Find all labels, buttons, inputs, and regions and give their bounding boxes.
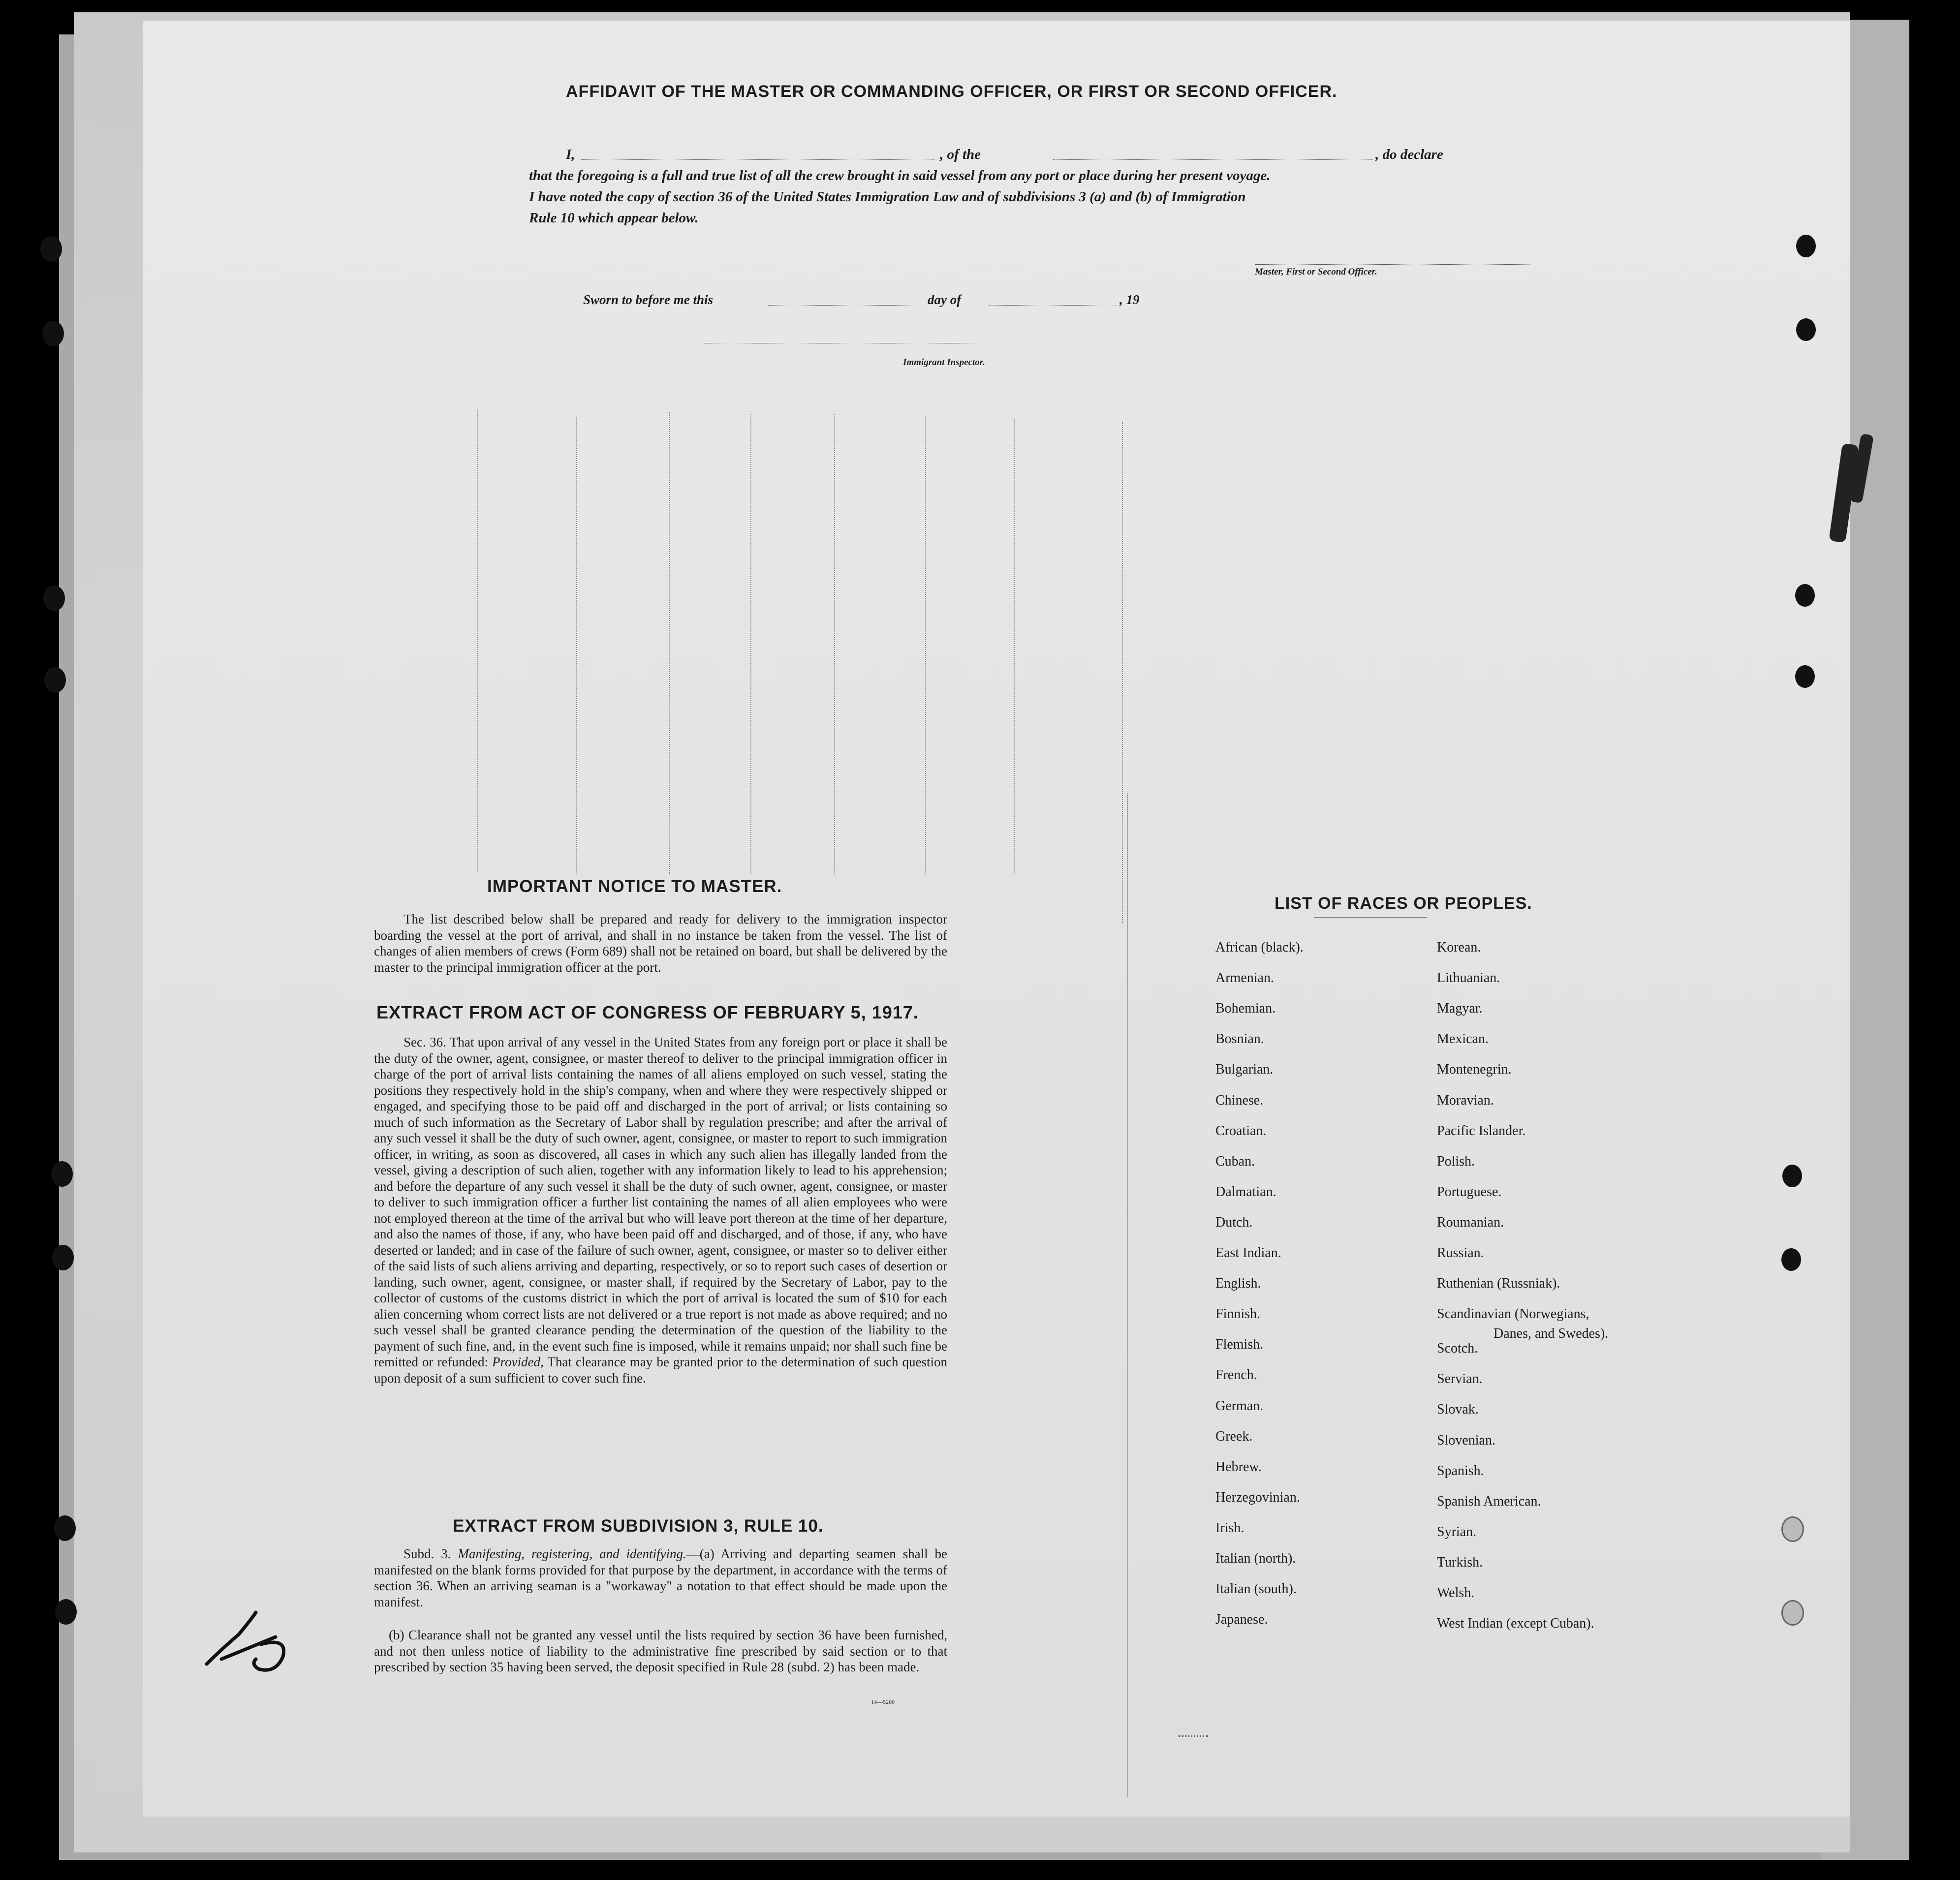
sworn-day-blank xyxy=(768,305,910,306)
column-rule xyxy=(576,417,577,874)
race-item: Greek. xyxy=(1215,1428,1253,1444)
race-item: Danes, and Swedes). xyxy=(1493,1326,1609,1342)
race-item: African (black). xyxy=(1215,940,1304,955)
inspector-label: Immigrant Inspector. xyxy=(903,357,985,368)
races-title: LIST OF RACES OR PEOPLES. xyxy=(1275,894,1532,913)
rule-b-text: Clearance shall not be granted any vessel until the lists required by section 36 have been furnished, and not then unless notice of liability to the administrative fine prescribed by said section or to that prescribed by section 35 having been served, the deposit specified in Rule 28 (subd. 2) has been made. xyxy=(374,1628,947,1674)
race-item: Dutch. xyxy=(1215,1214,1253,1230)
race-item: East Indian. xyxy=(1215,1245,1281,1261)
race-item: Slovak. xyxy=(1437,1402,1479,1418)
punch-hole xyxy=(1782,1165,1802,1187)
rule-subd-a-text: —(a) Arriving and departing seamen shall be manifested on the blank forms provided for that purpose by the department, in accordance with the terms of section 36. When an arriving seaman is a "workaway" a notation to that effect should be made upon the manifest. xyxy=(374,1546,947,1609)
act-body-end: That clearance may be granted prior to the determination of such question upon deposit of a sum sufficient to cover such fine. xyxy=(374,1355,947,1386)
column-rule xyxy=(1014,419,1015,874)
race-item: Croatian. xyxy=(1215,1123,1267,1139)
race-item: Herzegovinian. xyxy=(1215,1489,1300,1505)
race-item: Pacific Islander. xyxy=(1437,1123,1526,1139)
race-item: German. xyxy=(1215,1398,1264,1414)
declaration-of-the: , of the xyxy=(940,147,981,162)
race-item: Spanish American. xyxy=(1437,1493,1541,1509)
handwritten-number xyxy=(202,1590,300,1679)
races-title-underline xyxy=(1314,917,1427,918)
race-item: Mexican. xyxy=(1437,1031,1489,1047)
column-rule xyxy=(834,414,835,874)
act-title: EXTRACT FROM ACT OF CONGRESS OF FEBRUARY 5, 1917. xyxy=(376,1002,919,1022)
race-item: Moravian. xyxy=(1437,1092,1494,1108)
punch-hole xyxy=(1795,584,1815,607)
race-item: Lithuanian. xyxy=(1437,970,1500,986)
act-text xyxy=(374,1034,947,1386)
rule-b-label: (b) xyxy=(389,1628,404,1642)
act-body: That upon arrival of any vessel in the United States from any foreign port or place it shall be the duty of the owner, agent, consignee, or master thereof to deliver to the principal immigration officer in charge of the port of arrival lists containing the names of all aliens employed on such vessel, stating the positions they respectively hold in the ship's company, when and where they were respectively shipped or engaged, and specifying those to be paid off and discharged in the port of arrival; or lists containing so much of such information as the Secretary of Labor shall by regulation prescribe; and after the arrival of any such vessel it shall be the duty of such owner, agent, consignee, or master to report to such immigration officer, in writing, as soon as discovered, all cases in which any such alien has illegally landed from the vessel, giving a description of such alien, together with any information likely to lead to his apprehension; and before the departure of any such vessel it shall be the duty of such owner, agent, consignee, or master to deliver to such immigration officer a further list containing the names of all alien employees who were not employed thereon at the time of the arrival but who will leave port thereon at the time of her departure, and also the names of those, if any, who have been paid off and discharged, and of those, if any, who have deserted or landed; and in case of the failure of such owner, agent, consignee, or master so to deliver either of the said lists of such aliens arriving and departing, respectively, or so to report such cases of desertion or landing, such owner, agent, consignee, or master shall, if required by the Secretary of Labor, pay to the collector of customs of the customs district in which the port of arrival is located the sum of $10 for each alien concerning whom correct lists are not delivered or a true report is not made as above required; and no such vessel shall be granted clearance pending the determination of the question of the liability to the payment of such fine, and, in the event such fine is imposed, while it remains unpaid; nor shall such fine be remitted or refunded: xyxy=(374,1035,948,1369)
race-item: Italian (north). xyxy=(1215,1551,1296,1566)
notice-text: The list described below shall be prepared and ready for delivery to the immigration inspector boarding the vessel at the port of arrival, and shall in no instance be taken from the vessel. The list of changes of alien members of crews (Form 689) shall not be retained on board, but shall be delivered by the master to the principal immigration officer at the port. xyxy=(374,912,947,975)
punch-hole xyxy=(1796,318,1816,341)
race-item: English. xyxy=(1215,1276,1261,1292)
sworn-month-blank xyxy=(989,305,1117,306)
declaration-line-3: I have noted the copy of section 36 of the United States Immigration Law and of subdivisions 3 (a) and (b) of Immigration xyxy=(529,189,1246,205)
rule-subd-b xyxy=(374,1627,947,1675)
rule-subd-label: Subd. 3. xyxy=(404,1546,451,1561)
punch-hole xyxy=(51,1161,73,1187)
race-item: Polish. xyxy=(1437,1153,1475,1169)
race-item: Hebrew. xyxy=(1215,1459,1262,1475)
punch-hole xyxy=(42,321,64,346)
race-item: Welsh. xyxy=(1437,1585,1475,1601)
column-rule xyxy=(1122,422,1123,924)
rule-title: EXTRACT FROM SUBDIVISION 3, RULE 10. xyxy=(453,1516,824,1536)
punch-hole xyxy=(52,1245,74,1270)
race-item: French. xyxy=(1215,1367,1257,1383)
punch-hole xyxy=(1781,1516,1804,1542)
act-section-label: Sec. 36. xyxy=(404,1035,446,1049)
manifest-sheet xyxy=(143,21,1850,1817)
race-item: Portuguese. xyxy=(1437,1184,1502,1200)
master-signature-label: Master, First or Second Officer. xyxy=(1255,267,1377,277)
name-blank xyxy=(581,159,935,160)
race-item: Roumanian. xyxy=(1437,1214,1504,1230)
column-rule xyxy=(477,409,478,872)
race-item: Bohemian. xyxy=(1215,1001,1276,1017)
punch-hole xyxy=(40,236,62,262)
race-item: Slovenian. xyxy=(1437,1432,1495,1448)
race-item: Scandinavian (Norwegians, xyxy=(1437,1306,1589,1322)
act-provided: Provided, xyxy=(492,1355,544,1369)
affidavit-title: AFFIDAVIT OF THE MASTER OR COMMANDING OFFICER, OR FIRST OR SECOND OFFICER. xyxy=(566,82,1338,101)
form-code: 14—5260 xyxy=(871,1698,895,1705)
race-item: Bosnian. xyxy=(1215,1031,1264,1047)
declaration-line-4: Rule 10 which appear below. xyxy=(529,210,699,226)
race-item: Scotch. xyxy=(1437,1341,1478,1356)
race-item: Russian. xyxy=(1437,1245,1484,1261)
rule-subd-heading: Manifesting, registering, and identifying. xyxy=(458,1546,686,1561)
race-item: Montenegrin. xyxy=(1437,1062,1512,1078)
race-item: Syrian. xyxy=(1437,1524,1477,1540)
race-item: Dalmatian. xyxy=(1215,1184,1276,1200)
race-item: Italian (south). xyxy=(1215,1581,1297,1597)
race-item: Bulgarian. xyxy=(1215,1062,1274,1078)
race-item: Chinese. xyxy=(1215,1092,1264,1108)
punch-hole xyxy=(43,586,65,611)
punch-hole xyxy=(55,1599,77,1625)
punch-hole xyxy=(1781,1248,1801,1271)
column-rule xyxy=(925,417,926,874)
race-item: Japanese. xyxy=(1215,1612,1268,1628)
race-item: Armenian. xyxy=(1215,970,1274,986)
punch-hole xyxy=(54,1515,76,1541)
race-item: Finnish. xyxy=(1215,1306,1261,1322)
master-signature-line xyxy=(1255,264,1530,265)
column-rule xyxy=(1127,793,1128,1797)
race-item: Servian. xyxy=(1437,1371,1483,1387)
vessel-blank xyxy=(1053,159,1373,160)
column-rule xyxy=(750,414,751,874)
declaration-i: I, xyxy=(566,147,575,162)
race-item: West Indian (except Cuban). xyxy=(1437,1616,1594,1632)
rule-subd-a xyxy=(374,1546,947,1610)
race-item: Flemish. xyxy=(1215,1337,1264,1353)
column-rule xyxy=(669,412,670,874)
race-item: Spanish. xyxy=(1437,1463,1484,1479)
punch-hole xyxy=(1795,665,1815,688)
punch-hole xyxy=(44,667,66,693)
race-item: Turkish. xyxy=(1437,1554,1483,1570)
race-item: Irish. xyxy=(1215,1520,1244,1536)
race-item: Korean. xyxy=(1437,940,1481,955)
stray-mark xyxy=(1179,1735,1208,1739)
declaration-line-2: that the foregoing is a full and true list of all the crew brought in said vessel from any port or place during her present voyage. xyxy=(529,168,1271,184)
punch-hole xyxy=(1781,1600,1804,1626)
sworn-year: , 19 xyxy=(1120,292,1140,307)
punch-hole xyxy=(1796,235,1816,257)
race-item: Magyar. xyxy=(1437,1001,1483,1017)
notice-title: IMPORTANT NOTICE TO MASTER. xyxy=(487,877,782,896)
race-item: Ruthenian (Russniak). xyxy=(1437,1276,1560,1292)
sworn-day-of: day of xyxy=(928,292,962,307)
sworn-text: Sworn to before me this xyxy=(583,292,714,307)
race-item: Cuban. xyxy=(1215,1153,1255,1169)
declaration-do-declare: , do declare xyxy=(1375,147,1443,162)
